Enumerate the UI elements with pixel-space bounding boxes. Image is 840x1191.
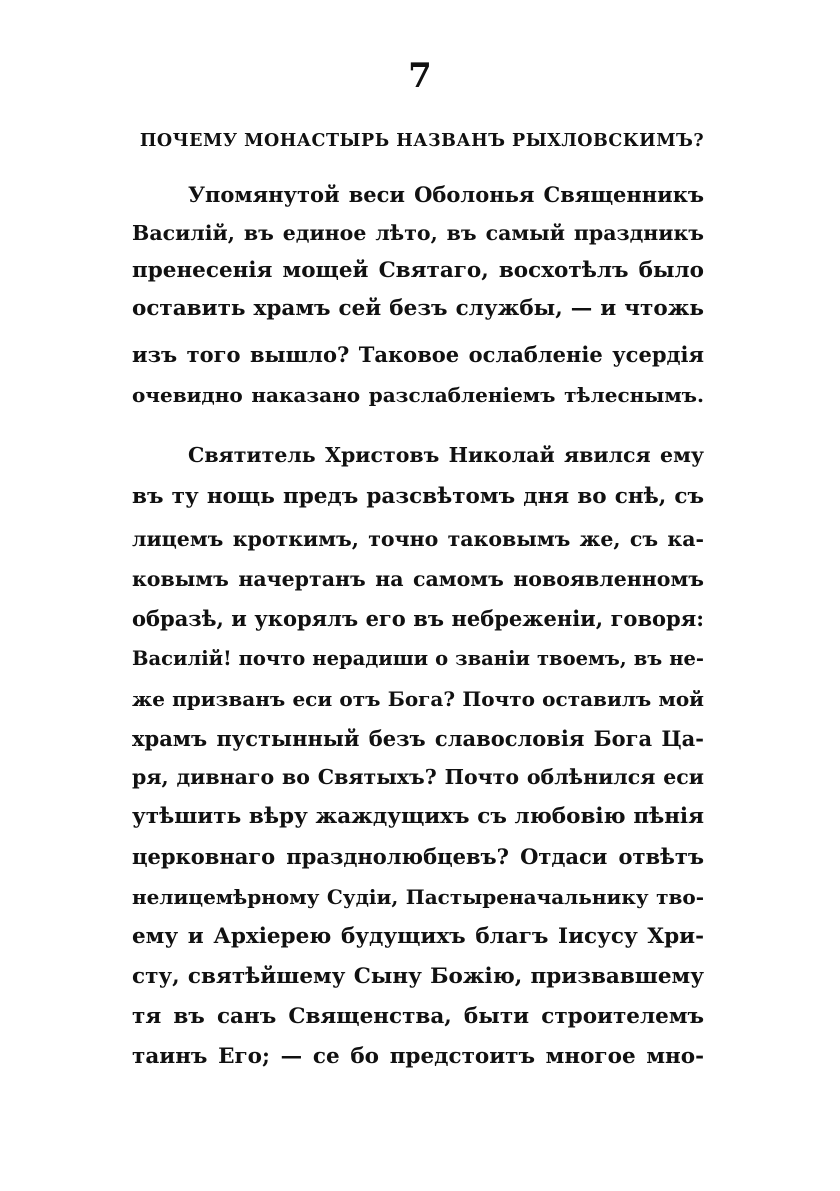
text-line: тя въ санъ Священства, быти строителемъ	[132, 1004, 704, 1029]
text-line: лицемъ кроткимъ, точно таковымъ же, съ ка-	[132, 527, 704, 551]
text-line: церковнаго празднолюбцевъ? Отдаси отвѣтъ	[132, 844, 704, 869]
text-line: оставить храмъ сей безъ службы, — и чтожь	[132, 296, 704, 321]
page-number: 7	[408, 56, 432, 96]
text-line: утѣшить вѣру жаждущихъ съ любовію пѣнія	[132, 804, 704, 829]
text-line: пренесенія мощей Святаго, восхотѣлъ было	[132, 258, 704, 283]
text-line: же призванъ еси отъ Бога? Почто оставилъ мой	[132, 687, 704, 711]
text-line: Василій, въ единое лѣто, въ самый праздникъ	[132, 221, 704, 245]
text-line: храмъ пустынный безъ славословія Бога Ца-	[132, 726, 704, 751]
text-line: ковымъ начертанъ на самомъ новоявленномъ	[132, 567, 704, 591]
text-line: нелицемѣрному Судіи, Пастыреначальнику тво-	[132, 885, 704, 909]
text-line: ему и Архіерею будущихъ благъ Іисусу Хри-	[132, 924, 704, 949]
text-line: ря, дивнаго во Святыхъ? Почто облѣнился еси	[132, 765, 704, 789]
text-line: Святитель Христовъ Николай явился ему	[188, 443, 704, 467]
text-line: въ ту нощь предъ разсвѣтомъ дня во снѣ, съ	[132, 484, 704, 509]
text-line: Василій! почто нерадиши о званіи твоемъ, въ не-	[132, 647, 704, 670]
text-line: очевидно наказано разслабленіемъ тѣлеснымъ.	[132, 383, 704, 407]
text-line: Упомянутой веси Оболонья Священникъ	[188, 182, 704, 207]
text-line: таинъ Его; — се бо предстоитъ многое мно-	[132, 1044, 704, 1069]
section-heading: ПОЧЕМУ МОНАСТЫРЬ НАЗВАНЪ РЫХЛОВСКИМЪ?	[139, 131, 705, 151]
text-line: образѣ, и укорялъ его въ небреженіи, говоря:	[132, 606, 704, 631]
text-line: сту, святѣйшему Сыну Божію, призвавшему	[132, 964, 704, 989]
text-line: изъ того вышло? Таковое ослабленіе усердія	[132, 342, 704, 367]
